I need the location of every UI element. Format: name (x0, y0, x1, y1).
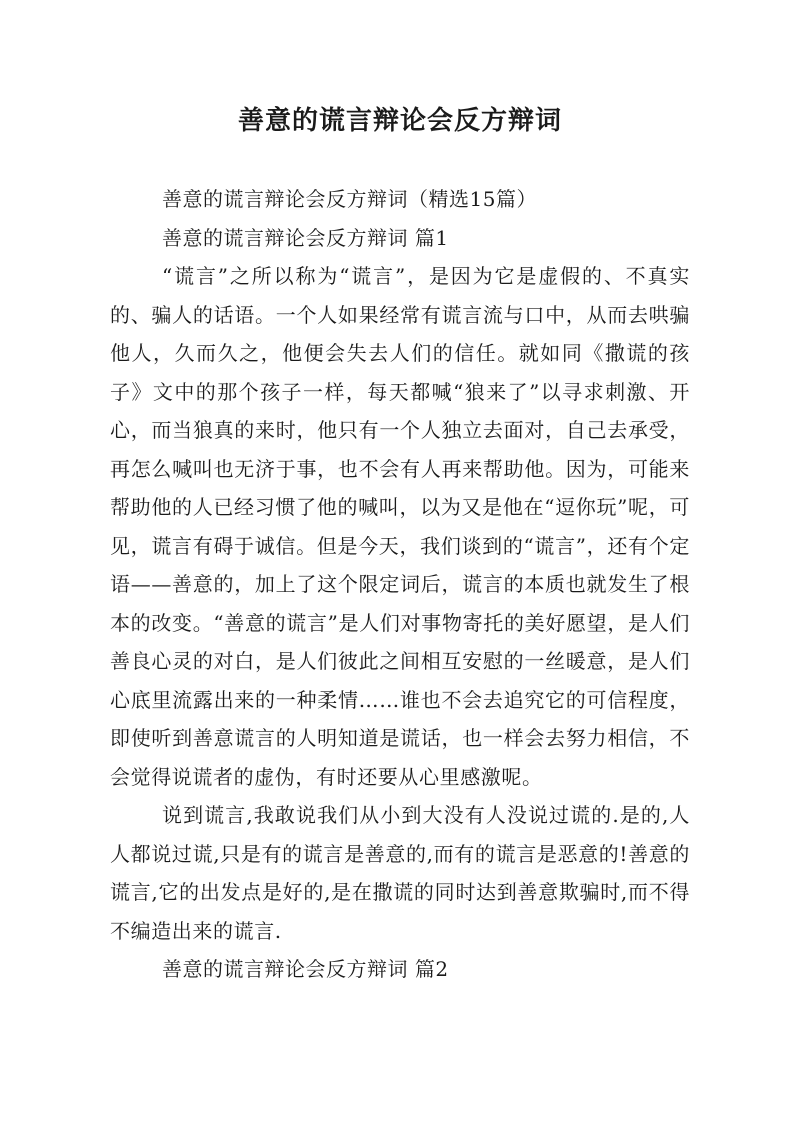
document-title: 善意的谎言辩论会反方辩词 (237, 106, 562, 136)
document-subtitle: 善意的谎言辩论会反方辩词（精选15篇） (162, 187, 537, 211)
document-body (110, 180, 690, 989)
paragraph-1: “谎言”之所以称为“谎言”，是因为它是虚假的、不真实的、骗人的话语。一个人如果经常有谎言流与口中，从而去哄骗他人，久而久之，他便会失去人们的信任。就如同《撒谎的孩子》文中的那个孩子一样，每天都喊“狼来了”以寻求刺激、开心，而当狼真的来时，他只有一个人独立去面对，自己去承受，再怎么喊叫也无济于事，也不会有人再来帮助他。因为，可能来帮助他的人已经习惯了他的喊叫，以为又是他在“逗你玩”呢，可见，谎言有碍于诚信。但是今天，我们谈到的“谎言”，还有个定语——善意的，加上了这个限定词后，谎言的本质也就发生了根本的改变。“善意的谎言”是人们对事物寄托的美好愿望，是人们善良心灵的对白，是人们彼此之间相互安慰的一丝暖意，是人们心底里流露出来的一种柔情……谁也不会去追究它的可信程度，即使听到善意谎言的人明知道是谎话，也一样会去努力相信，不会觉得说谎者的虚伪，有时还要从心里感激呢。 (110, 264, 690, 789)
paragraph-2: 说到谎言,我敢说我们从小到大没有人没说过谎的.是的,人人都说过谎,只是有的谎言是善意的,而有的谎言是恶意的!善意的谎言,它的出发点是好的,是在撒谎的同时达到善意欺骗时,而不得不编造出来的谎言. (110, 803, 690, 943)
section-heading-2: 善意的谎言辩论会反方辩词 篇2 (162, 957, 449, 981)
section-heading-1: 善意的谎言辩论会反方辩词 篇1 (162, 225, 449, 250)
